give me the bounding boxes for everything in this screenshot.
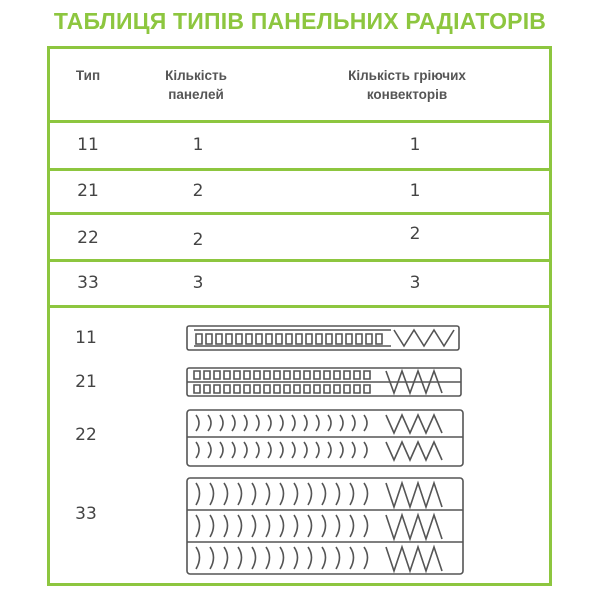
divider: [50, 168, 549, 171]
row-convectors: 2: [409, 224, 421, 244]
divider: [50, 120, 549, 123]
row-type: 22: [77, 228, 99, 248]
radiator-diagram-11: [186, 324, 466, 354]
row-type: 21: [77, 181, 99, 201]
radiator-diagram-21: [186, 367, 466, 399]
header-convectors: Кількість гріючих конвекторів: [348, 68, 466, 102]
divider: [50, 259, 549, 262]
diagram-label: 21: [75, 372, 97, 392]
row-panels: 3: [192, 273, 204, 293]
header-type: Тип: [75, 68, 101, 83]
diagram-label: 11: [75, 328, 97, 348]
row-panels: 2: [192, 230, 204, 250]
row-type: 33: [77, 273, 99, 293]
row-convectors: 1: [409, 181, 421, 201]
row-type: 11: [77, 135, 99, 155]
radiator-types-table: [47, 46, 552, 586]
radiator-diagram-22: [186, 409, 466, 467]
diagram-label: 22: [75, 425, 97, 445]
row-panels: 2: [192, 181, 204, 201]
page-title: ТАБЛИЦЯ ТИПІВ ПАНЕЛЬНИХ РАДІАТОРІВ: [53, 8, 547, 34]
row-convectors: 1: [409, 135, 421, 155]
divider: [50, 212, 549, 215]
row-convectors: 3: [409, 273, 421, 293]
divider: [50, 305, 549, 308]
header-panels: Кількість панелей: [165, 68, 227, 102]
row-panels: 1: [192, 135, 204, 155]
radiator-diagram-33: [186, 477, 466, 577]
diagram-label: 33: [75, 504, 97, 524]
